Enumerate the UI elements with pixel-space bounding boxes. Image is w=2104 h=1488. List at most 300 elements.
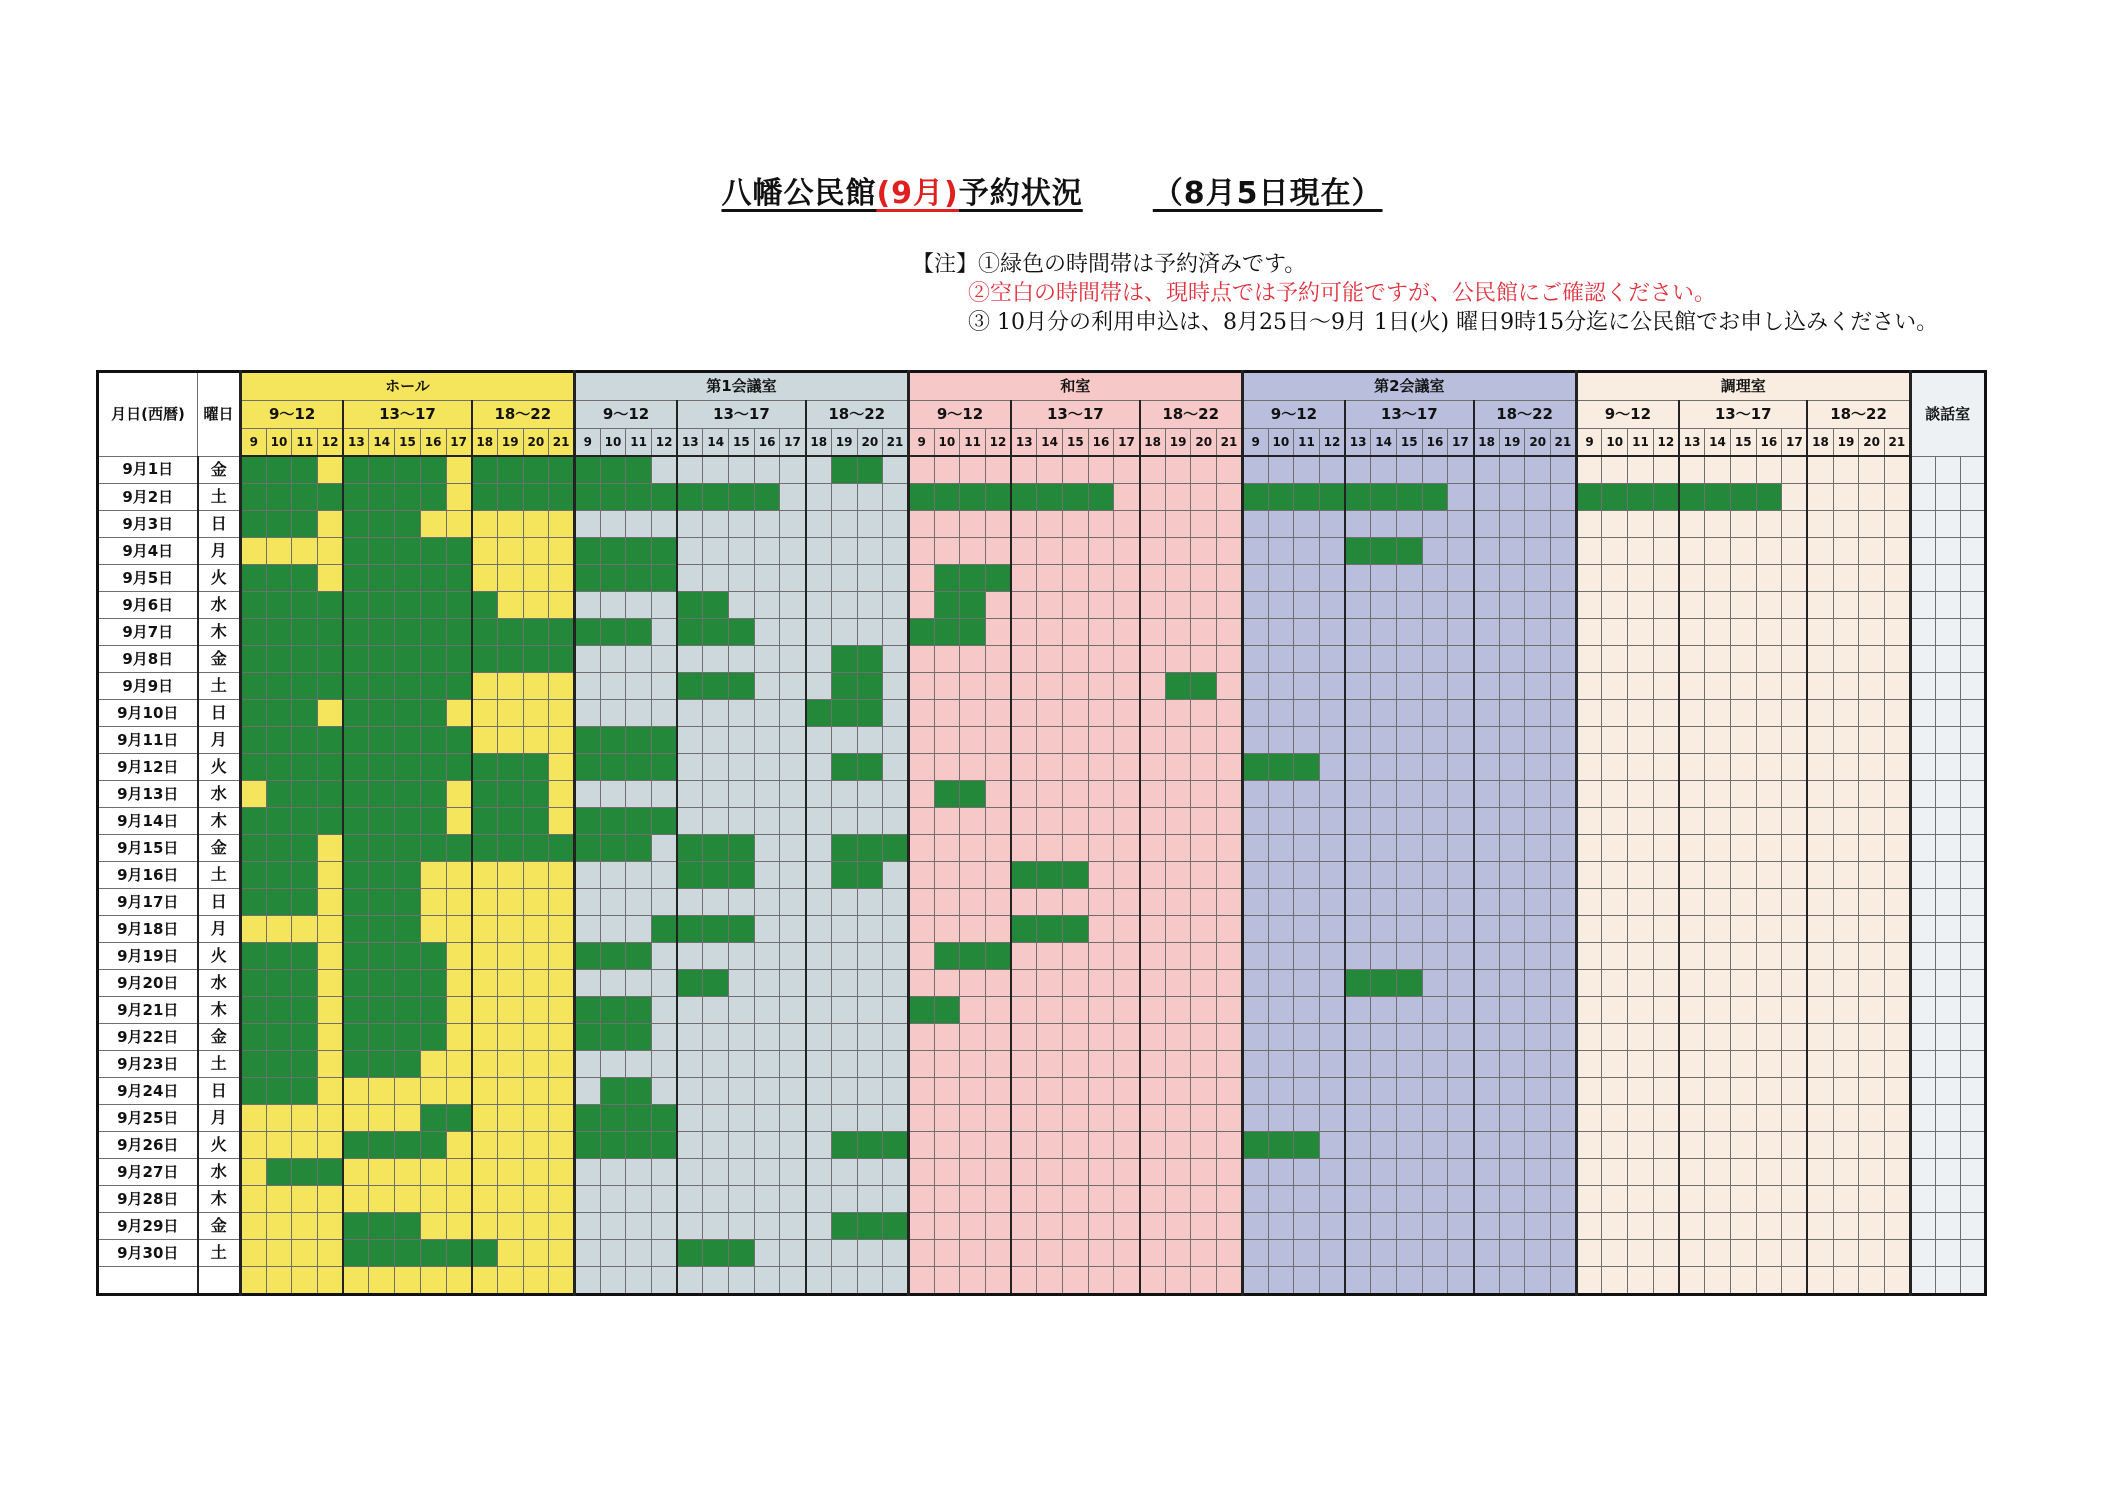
booked-slot bbox=[574, 619, 600, 646]
open-slot bbox=[1576, 997, 1602, 1024]
lounge-slot bbox=[1935, 1132, 1960, 1159]
open-slot bbox=[343, 1267, 369, 1295]
open-slot bbox=[1653, 1159, 1679, 1186]
open-slot bbox=[934, 1105, 960, 1132]
booked-slot bbox=[241, 727, 267, 754]
open-slot bbox=[1011, 1267, 1037, 1295]
slot-group-header: 13～17 bbox=[1345, 401, 1473, 429]
open-slot bbox=[1576, 1240, 1602, 1267]
booked-slot bbox=[523, 754, 549, 781]
open-slot bbox=[1371, 997, 1397, 1024]
open-slot bbox=[883, 862, 909, 889]
open-slot bbox=[1653, 754, 1679, 781]
open-slot bbox=[523, 1159, 549, 1186]
booked-slot bbox=[523, 646, 549, 673]
booked-slot bbox=[343, 727, 369, 754]
open-slot bbox=[1551, 646, 1577, 673]
open-slot bbox=[831, 1078, 857, 1105]
open-slot bbox=[1653, 889, 1679, 916]
hour-header: 19 bbox=[1499, 429, 1525, 457]
open-slot bbox=[1474, 456, 1500, 484]
open-slot bbox=[318, 538, 344, 565]
open-slot bbox=[729, 538, 755, 565]
open-slot bbox=[523, 1105, 549, 1132]
open-slot bbox=[574, 1267, 600, 1295]
open-slot bbox=[754, 1078, 780, 1105]
open-slot bbox=[1859, 997, 1885, 1024]
open-slot bbox=[806, 727, 832, 754]
open-slot bbox=[1088, 1159, 1114, 1186]
date-cell: 9月10日 bbox=[98, 700, 198, 727]
open-slot bbox=[1782, 808, 1808, 835]
open-slot bbox=[1088, 1024, 1114, 1051]
day-row bbox=[98, 781, 1986, 808]
open-slot bbox=[1448, 1159, 1474, 1186]
open-slot bbox=[1525, 916, 1551, 943]
open-slot bbox=[729, 511, 755, 538]
open-slot bbox=[985, 727, 1011, 754]
booked-slot bbox=[600, 1024, 626, 1051]
open-slot bbox=[703, 1051, 729, 1078]
lounge-slot bbox=[1960, 456, 1985, 484]
open-slot bbox=[241, 1159, 267, 1186]
open-slot bbox=[1551, 619, 1577, 646]
open-slot bbox=[883, 673, 909, 700]
lounge-slot bbox=[1960, 538, 1985, 565]
open-slot bbox=[1191, 700, 1217, 727]
hour-header: 12 bbox=[985, 429, 1011, 457]
open-slot bbox=[883, 1267, 909, 1295]
open-slot bbox=[1063, 754, 1089, 781]
open-slot bbox=[1756, 754, 1782, 781]
open-slot bbox=[831, 1051, 857, 1078]
open-slot bbox=[446, 916, 472, 943]
open-slot bbox=[1242, 619, 1268, 646]
hour-header: 14 bbox=[1371, 429, 1397, 457]
open-slot bbox=[523, 511, 549, 538]
open-slot bbox=[1037, 754, 1063, 781]
day-row bbox=[98, 754, 1986, 781]
open-slot bbox=[1114, 1132, 1140, 1159]
open-slot bbox=[729, 1213, 755, 1240]
open-slot bbox=[1217, 1186, 1243, 1213]
open-slot bbox=[806, 592, 832, 619]
open-slot bbox=[806, 646, 832, 673]
open-slot bbox=[883, 1159, 909, 1186]
open-slot bbox=[857, 889, 883, 916]
open-slot bbox=[1396, 1024, 1422, 1051]
open-slot bbox=[1474, 1267, 1500, 1295]
open-slot bbox=[1653, 1051, 1679, 1078]
open-slot bbox=[1628, 1105, 1654, 1132]
open-slot bbox=[1730, 1051, 1756, 1078]
lounge-slot bbox=[1960, 808, 1985, 835]
open-slot bbox=[729, 565, 755, 592]
open-slot bbox=[626, 700, 652, 727]
open-slot bbox=[1705, 943, 1731, 970]
open-slot bbox=[1653, 456, 1679, 484]
open-slot bbox=[1705, 565, 1731, 592]
open-slot bbox=[241, 1105, 267, 1132]
open-slot bbox=[1037, 619, 1063, 646]
open-slot bbox=[574, 646, 600, 673]
booked-slot bbox=[420, 538, 446, 565]
open-slot bbox=[318, 970, 344, 997]
open-slot bbox=[1242, 889, 1268, 916]
booked-slot bbox=[497, 646, 523, 673]
open-slot bbox=[1088, 916, 1114, 943]
open-slot bbox=[1268, 970, 1294, 997]
booked-slot bbox=[395, 727, 421, 754]
open-slot bbox=[1088, 646, 1114, 673]
room-header-hall: ホール bbox=[241, 372, 575, 401]
open-slot bbox=[934, 754, 960, 781]
open-slot bbox=[1576, 1267, 1602, 1295]
hour-header: 20 bbox=[523, 429, 549, 457]
open-slot bbox=[1371, 1213, 1397, 1240]
open-slot bbox=[292, 1186, 318, 1213]
open-slot bbox=[883, 916, 909, 943]
open-slot bbox=[1037, 1024, 1063, 1051]
open-slot bbox=[1371, 916, 1397, 943]
open-slot bbox=[1345, 889, 1371, 916]
lounge-slot bbox=[1910, 700, 1935, 727]
open-slot bbox=[1885, 673, 1911, 700]
open-slot bbox=[1319, 1159, 1345, 1186]
open-slot bbox=[1551, 997, 1577, 1024]
open-slot bbox=[1833, 754, 1859, 781]
booked-slot bbox=[343, 889, 369, 916]
open-slot bbox=[1833, 889, 1859, 916]
slot-group-header: 18～22 bbox=[1140, 401, 1243, 429]
open-slot bbox=[857, 781, 883, 808]
open-slot bbox=[1525, 1051, 1551, 1078]
open-slot bbox=[1319, 1240, 1345, 1267]
open-slot bbox=[1628, 646, 1654, 673]
open-slot bbox=[934, 889, 960, 916]
lounge-slot bbox=[1960, 1078, 1985, 1105]
open-slot bbox=[1551, 754, 1577, 781]
open-slot bbox=[1114, 456, 1140, 484]
booked-slot bbox=[292, 619, 318, 646]
open-slot bbox=[1628, 916, 1654, 943]
open-slot bbox=[523, 538, 549, 565]
open-slot bbox=[1576, 456, 1602, 484]
booked-slot bbox=[1165, 673, 1191, 700]
open-slot bbox=[1859, 538, 1885, 565]
open-slot bbox=[1756, 808, 1782, 835]
open-slot bbox=[549, 1105, 575, 1132]
open-slot bbox=[934, 700, 960, 727]
open-slot bbox=[1859, 781, 1885, 808]
booked-slot bbox=[857, 700, 883, 727]
open-slot bbox=[446, 1132, 472, 1159]
open-slot bbox=[1037, 1078, 1063, 1105]
booked-slot bbox=[626, 619, 652, 646]
lounge-slot bbox=[1960, 646, 1985, 673]
open-slot bbox=[780, 1213, 806, 1240]
booked-slot bbox=[908, 484, 934, 511]
open-slot bbox=[1499, 754, 1525, 781]
booked-slot bbox=[1011, 916, 1037, 943]
open-slot bbox=[1294, 889, 1320, 916]
booked-slot bbox=[446, 646, 472, 673]
open-slot bbox=[1165, 1132, 1191, 1159]
open-slot bbox=[780, 808, 806, 835]
open-slot bbox=[1448, 754, 1474, 781]
booked-slot bbox=[343, 754, 369, 781]
open-slot bbox=[1371, 943, 1397, 970]
open-slot bbox=[1602, 1240, 1628, 1267]
open-slot bbox=[1885, 943, 1911, 970]
open-slot bbox=[1833, 565, 1859, 592]
booked-slot bbox=[292, 997, 318, 1024]
open-slot bbox=[1294, 835, 1320, 862]
open-slot bbox=[318, 1132, 344, 1159]
lounge-slot bbox=[1960, 970, 1985, 997]
booked-slot bbox=[241, 646, 267, 673]
booked-slot bbox=[343, 970, 369, 997]
open-slot bbox=[1679, 456, 1705, 484]
booked-slot bbox=[677, 1240, 703, 1267]
open-slot bbox=[1396, 916, 1422, 943]
booked-slot bbox=[266, 727, 292, 754]
open-slot bbox=[523, 970, 549, 997]
booked-slot bbox=[318, 727, 344, 754]
open-slot bbox=[652, 619, 678, 646]
open-slot bbox=[420, 1213, 446, 1240]
lounge-slot bbox=[1960, 592, 1985, 619]
slot-group-header: 13～17 bbox=[343, 401, 471, 429]
title-month: (9月) bbox=[876, 176, 959, 211]
open-slot bbox=[549, 592, 575, 619]
open-slot bbox=[806, 781, 832, 808]
open-slot bbox=[985, 1240, 1011, 1267]
booked-slot bbox=[472, 484, 498, 511]
open-slot bbox=[1807, 1078, 1833, 1105]
open-slot bbox=[1063, 835, 1089, 862]
open-slot bbox=[1217, 1132, 1243, 1159]
open-slot bbox=[1807, 619, 1833, 646]
open-slot bbox=[1217, 1024, 1243, 1051]
open-slot bbox=[420, 1186, 446, 1213]
open-slot bbox=[729, 1186, 755, 1213]
open-slot bbox=[754, 970, 780, 997]
open-slot bbox=[292, 1213, 318, 1240]
open-slot bbox=[1114, 1186, 1140, 1213]
open-slot bbox=[600, 781, 626, 808]
open-slot bbox=[1422, 754, 1448, 781]
booked-slot bbox=[420, 646, 446, 673]
booked-slot bbox=[369, 835, 395, 862]
open-slot bbox=[1525, 700, 1551, 727]
booked-slot bbox=[1345, 970, 1371, 997]
open-slot bbox=[754, 1186, 780, 1213]
booked-slot bbox=[266, 1051, 292, 1078]
slot-group-header: 18～22 bbox=[806, 401, 909, 429]
open-slot bbox=[1885, 565, 1911, 592]
open-slot bbox=[806, 1024, 832, 1051]
open-slot bbox=[908, 1024, 934, 1051]
open-slot bbox=[1268, 1267, 1294, 1295]
open-slot bbox=[1319, 862, 1345, 889]
open-slot bbox=[1217, 565, 1243, 592]
open-slot bbox=[1833, 1267, 1859, 1295]
open-slot bbox=[1756, 916, 1782, 943]
open-slot bbox=[652, 781, 678, 808]
open-slot bbox=[1217, 916, 1243, 943]
booked-slot bbox=[497, 808, 523, 835]
booked-slot bbox=[497, 619, 523, 646]
booked-slot bbox=[1294, 484, 1320, 511]
open-slot bbox=[1628, 943, 1654, 970]
open-slot bbox=[1833, 511, 1859, 538]
hour-header: 17 bbox=[780, 429, 806, 457]
open-slot bbox=[1782, 619, 1808, 646]
lounge-slot bbox=[1910, 727, 1935, 754]
open-slot bbox=[1242, 1078, 1268, 1105]
open-slot bbox=[1088, 700, 1114, 727]
open-slot bbox=[626, 1051, 652, 1078]
open-slot bbox=[1191, 970, 1217, 997]
open-slot bbox=[780, 700, 806, 727]
open-slot bbox=[677, 1024, 703, 1051]
open-slot bbox=[1499, 1051, 1525, 1078]
open-slot bbox=[703, 754, 729, 781]
open-slot bbox=[395, 1105, 421, 1132]
booked-slot bbox=[343, 997, 369, 1024]
open-slot bbox=[1294, 943, 1320, 970]
open-slot bbox=[1217, 781, 1243, 808]
open-slot bbox=[652, 592, 678, 619]
open-slot bbox=[1628, 808, 1654, 835]
booked-slot bbox=[472, 808, 498, 835]
open-slot bbox=[677, 781, 703, 808]
open-slot bbox=[754, 835, 780, 862]
open-slot bbox=[1576, 592, 1602, 619]
open-slot bbox=[1114, 889, 1140, 916]
booked-slot bbox=[343, 456, 369, 484]
open-slot bbox=[652, 835, 678, 862]
lounge-slot bbox=[1960, 511, 1985, 538]
open-slot bbox=[1474, 511, 1500, 538]
open-slot bbox=[857, 538, 883, 565]
open-slot bbox=[1525, 511, 1551, 538]
booked-slot bbox=[600, 484, 626, 511]
booked-slot bbox=[472, 592, 498, 619]
open-slot bbox=[574, 1078, 600, 1105]
open-slot bbox=[1782, 1267, 1808, 1295]
open-slot bbox=[1602, 456, 1628, 484]
open-slot bbox=[1859, 484, 1885, 511]
hour-header: 18 bbox=[806, 429, 832, 457]
open-slot bbox=[934, 1024, 960, 1051]
open-slot bbox=[1730, 970, 1756, 997]
open-slot bbox=[652, 1267, 678, 1295]
open-slot bbox=[1191, 1132, 1217, 1159]
booked-slot bbox=[266, 1159, 292, 1186]
open-slot bbox=[960, 862, 986, 889]
open-slot bbox=[883, 1186, 909, 1213]
open-slot bbox=[1140, 592, 1166, 619]
open-slot bbox=[780, 1051, 806, 1078]
booked-slot bbox=[908, 997, 934, 1024]
hour-header: 10 bbox=[934, 429, 960, 457]
open-slot bbox=[1679, 943, 1705, 970]
open-slot bbox=[1807, 1186, 1833, 1213]
open-slot bbox=[1525, 619, 1551, 646]
date-cell: 9月15日 bbox=[98, 835, 198, 862]
day-row bbox=[98, 1159, 1986, 1186]
open-slot bbox=[1499, 1186, 1525, 1213]
open-slot bbox=[420, 889, 446, 916]
booked-slot bbox=[857, 1132, 883, 1159]
open-slot bbox=[1679, 1024, 1705, 1051]
open-slot bbox=[1628, 1213, 1654, 1240]
booked-slot bbox=[369, 538, 395, 565]
open-slot bbox=[497, 997, 523, 1024]
day-row bbox=[98, 619, 1986, 646]
open-slot bbox=[677, 889, 703, 916]
open-slot bbox=[985, 1051, 1011, 1078]
open-slot bbox=[395, 1159, 421, 1186]
date-cell: 9月23日 bbox=[98, 1051, 198, 1078]
booked-slot bbox=[600, 808, 626, 835]
booked-slot bbox=[266, 1078, 292, 1105]
open-slot bbox=[883, 1078, 909, 1105]
open-slot bbox=[908, 1186, 934, 1213]
open-slot bbox=[1114, 997, 1140, 1024]
slot-group-header: 9～12 bbox=[908, 401, 1011, 429]
open-slot bbox=[1191, 456, 1217, 484]
open-slot bbox=[780, 970, 806, 997]
open-slot bbox=[266, 538, 292, 565]
day-row bbox=[98, 1240, 1986, 1267]
open-slot bbox=[780, 754, 806, 781]
open-slot bbox=[1525, 754, 1551, 781]
lounge-slot bbox=[1910, 1051, 1935, 1078]
open-slot bbox=[1628, 1132, 1654, 1159]
open-slot bbox=[626, 673, 652, 700]
date-cell: 9月3日 bbox=[98, 511, 198, 538]
open-slot bbox=[1396, 1186, 1422, 1213]
open-slot bbox=[960, 700, 986, 727]
open-slot bbox=[1782, 673, 1808, 700]
open-slot bbox=[1730, 943, 1756, 970]
open-slot bbox=[1499, 808, 1525, 835]
open-slot bbox=[1345, 1186, 1371, 1213]
booked-slot bbox=[652, 916, 678, 943]
open-slot bbox=[1114, 538, 1140, 565]
dow-cell: 月 bbox=[198, 727, 241, 754]
open-slot bbox=[883, 592, 909, 619]
booked-slot bbox=[600, 727, 626, 754]
open-slot bbox=[626, 1267, 652, 1295]
open-slot bbox=[1525, 484, 1551, 511]
open-slot bbox=[472, 1213, 498, 1240]
open-slot bbox=[549, 1024, 575, 1051]
open-slot bbox=[1396, 700, 1422, 727]
booked-slot bbox=[266, 700, 292, 727]
open-slot bbox=[652, 943, 678, 970]
booked-slot bbox=[369, 997, 395, 1024]
open-slot bbox=[1833, 1186, 1859, 1213]
open-slot bbox=[523, 592, 549, 619]
booked-slot bbox=[292, 862, 318, 889]
open-slot bbox=[1319, 565, 1345, 592]
open-slot bbox=[1705, 970, 1731, 997]
open-slot bbox=[1294, 781, 1320, 808]
